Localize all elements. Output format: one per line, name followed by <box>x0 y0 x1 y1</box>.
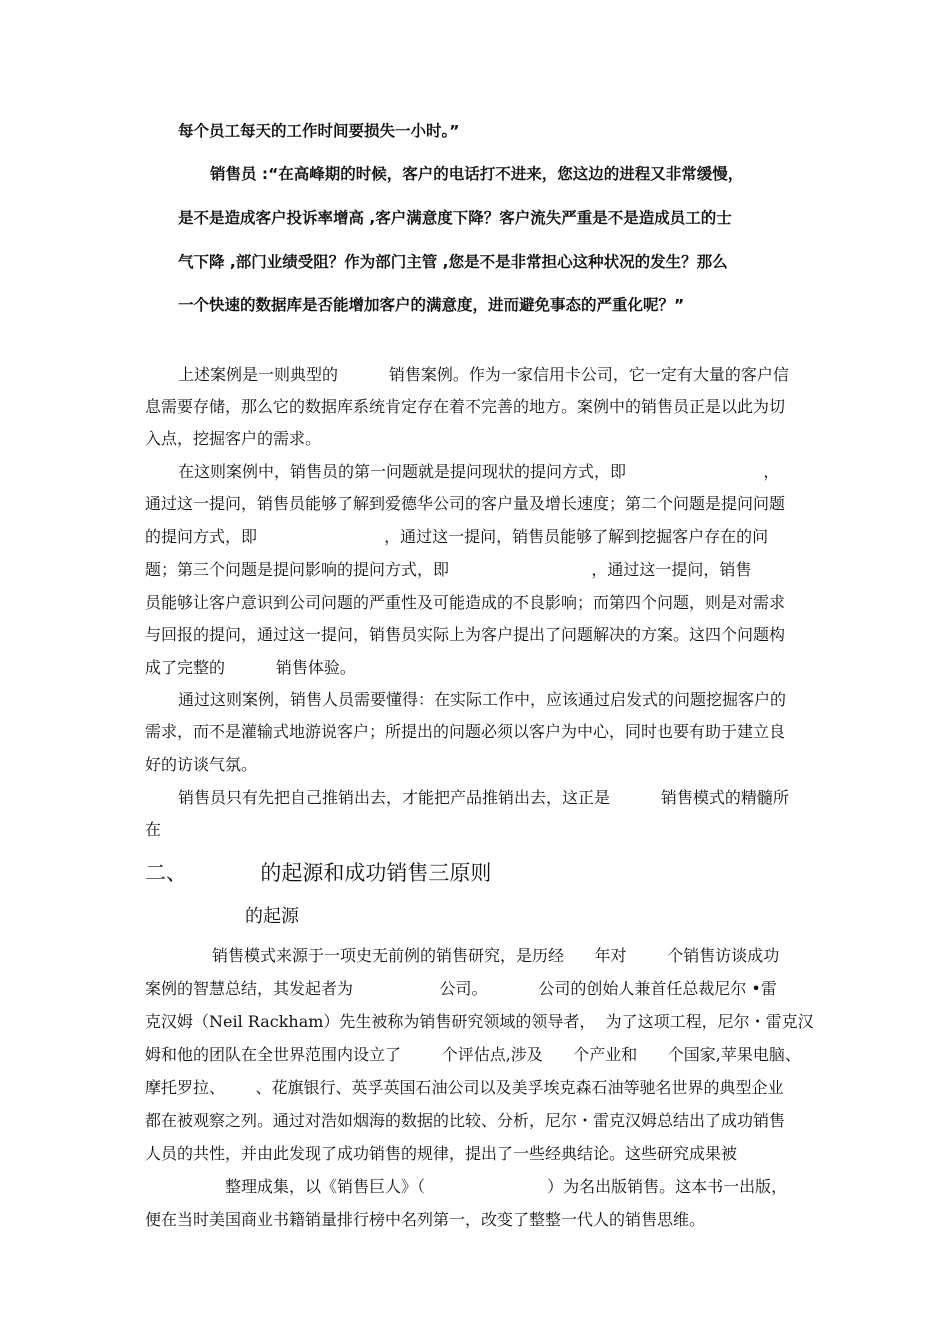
body-line: 克汉姆（Neil Rackham）先生被称为销售研究领域的领导者， 为了这项工程，尼尔・雷克汉 <box>145 1012 814 1031</box>
section-heading: 二、 的起源和成功销售三原则 <box>145 861 492 885</box>
body-line: 好的访谈气氛。 <box>145 755 258 774</box>
body-line: 的提问方式，即 ，通过这一提问，销售员能够了解到挖掘客户存在的问 <box>145 527 769 546</box>
body-line: 员能够让客户意识到公司问题的严重性及可能造成的不良影响；而第四个问题，则是对需求 <box>145 593 786 612</box>
dialogue-line: 是不是造成客户投诉率增高 ,客户满意度下降？客户流失严重是不是造成员工的士 <box>178 209 732 227</box>
body-line: 成了完整的 销售体验。 <box>145 658 356 677</box>
body-line: 销售模式来源于一项史无前例的销售研究，是历经 年对 个销售访谈成功 <box>212 946 780 965</box>
body-line: 摩托罗拉、 、花旗银行、英孚英国石油公司以及美孚埃克森石油等驰名世界的典型企业 <box>145 1078 784 1097</box>
body-line: 姆和他的团队在全世界范围内设立了 个评估点,涉及 个产业和 个国家,苹果电脑、 <box>145 1045 801 1064</box>
body-line: 销售员只有先把自己推销出去，才能把产品推销出去，这正是 销售模式的精髓所 <box>178 788 789 807</box>
body-line: 人员的共性，并由此发现了成功销售的规律，提出了一些经典结论。这些研究成果被 <box>145 1144 738 1163</box>
body-line: 上述案例是一则典型的 销售案例。作为一家信用卡公司，它一定有大量的客户信 <box>178 365 789 384</box>
body-line: 题；第三个问题是提问影响的提问方式，即 ，通过这一提问，销售 <box>145 560 752 579</box>
dialogue-line: 气下降 ,部门业绩受阻？作为部门主管 ,您是不是非常担心这种状况的发生？那么 <box>178 253 728 271</box>
body-line: 通过这则案例，销售人员需要懂得：在实际工作中，应该通过启发式的问题挖掘客户的 <box>178 690 787 709</box>
body-line: 通过这一提问，销售员能够了解到爱德华公司的客户量及增长速度；第二个问题是提问问题 <box>145 494 786 513</box>
body-line: 息需要存储，那么它的数据库系统肯定存在着不完善的地方。案例中的销售员正是以此为切 <box>145 397 786 416</box>
body-line: 在 <box>145 820 162 839</box>
body-line: 都在被观察之列。通过对浩如烟海的数据的比较、分析，尼尔・雷克汉姆总结出了成功销售 <box>145 1111 786 1130</box>
body-line: 入点，挖掘客户的需求。 <box>145 429 322 448</box>
body-line: 便在当时美国商业书籍销量排行榜中名列第一，改变了整整一代人的销售思维。 <box>145 1210 706 1229</box>
dialogue-line: 销售员 :“在高峰期的时候，客户的电话打不进来，您这边的进程又非常缓慢， <box>210 165 744 183</box>
body-line: 整理成集，以《销售巨人》（ ）为名出版销售。这本书一出版， <box>225 1177 788 1196</box>
body-line: 需求，而不是灌输式地游说客户；所提出的问题必须以客户为中心，同时也要有助于建立良 <box>145 722 786 741</box>
dialogue-line: 每个员工每天的工作时间要损失一小时。” <box>178 122 460 140</box>
subsection-heading: 的起源 <box>245 906 299 927</box>
body-line: 案例的智慧总结，其发起者为 公司。 公司的创始人兼首任总裁尼尔 •雷 <box>145 979 777 998</box>
body-line: 在这则案例中，销售员的第一问题就是提问现状的提问方式，即 ， <box>178 462 780 481</box>
dialogue-line: 一个快速的数据库是否能增加客户的满意度，进而避免事态的严重化呢？” <box>178 296 685 314</box>
body-line: 与回报的提问，通过这一提问，销售员实际上为客户提出了问题解决的方案。这四个问题构 <box>145 625 786 644</box>
